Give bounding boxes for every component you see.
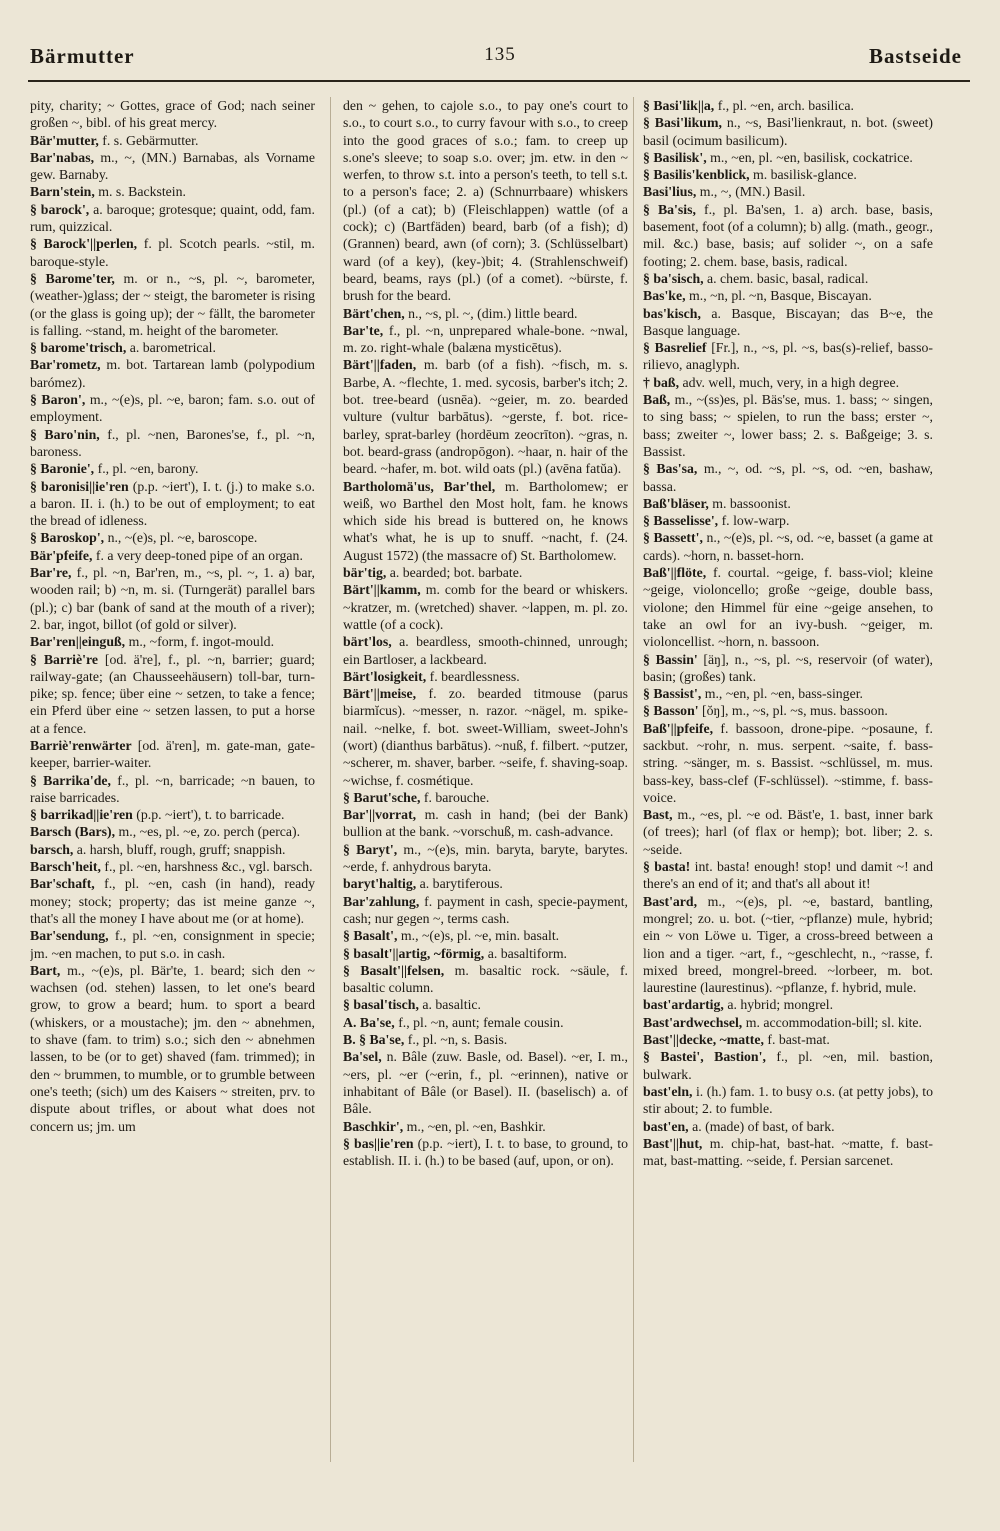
entry-definition: m. basaltic rock. ~säule, f. basaltic column. xyxy=(343,962,628,996)
entry-definition: den ~ gehen, to cajole s.o., to pay one's court to s.o., to court s.o., to curry favour with s.o., to creep into the good graces of s.o.; fam. to creep up s.one's sleeve; to soap s.o. over; jm. etw. in den ~ werfen, to throw s.t. into a person's teeth, to tell s.t. to a person's face; 2. a) (Schnurrbaare) whiskers (pl.) (of a cat); b) (Fleischlappen) wattle (of a cock); c) (Bartfäden) beard, barb (of a fish); d) (Grannen) beard, awn (of corn); 3. (Schlüsselbart) ward (of a key), (key-)bit; 4. (Strahlenschweif) beard, beams, rays (pl.) (of a comet). ~bürste, f. brush for the beard. xyxy=(343,98,628,304)
entry-headword: Basi'lius, xyxy=(643,184,697,200)
entry-headword: § Barriè're xyxy=(30,651,98,667)
entry-headword: § Barock'||perlen, xyxy=(30,236,138,252)
entry-definition: f., pl. Ba'sen, 1. a) arch. base, basis, basement, foot (of a column); b) allg. (math., geogr., mil. &c.) base, basis; auf solider ~, on a safe footing; 2. chem. base, basis, radical. xyxy=(643,201,933,269)
entry-definition: a. barometrical. xyxy=(129,340,216,356)
dictionary-entry xyxy=(30,235,315,270)
entry-definition: m., ~n, pl. ~n, Basque, Biscayan. xyxy=(689,288,872,304)
entry-headword: § barome'trisch, xyxy=(30,340,127,356)
entry-definition: f., pl. ~n, s. Basis. xyxy=(407,1032,508,1048)
entry-definition: m., ~(e)s, min. baryta, baryte, barytes. ~erde, f. anhydrous baryta. xyxy=(343,841,628,875)
entry-definition: m. or n., ~s, pl. ~, barometer, (weather-)glass; der ~ steigt, the barometer is rising (or the glass is going up); der ~ fällt, the barometer is falling. ~stand, m. height of the barometer. xyxy=(30,270,315,338)
column-divider xyxy=(330,97,331,1462)
entry-headword: Bärt'||kamm, xyxy=(343,582,421,598)
dictionary-entry xyxy=(30,823,315,840)
entry-headword: Bar'ren||einguß, xyxy=(30,634,126,650)
entry-definition: [äŋ], n., ~s, pl. ~s, reservoir (of water), basin; (großes) tank. xyxy=(643,651,933,684)
dictionary-entry xyxy=(343,581,628,633)
entry-headword: § Bastei', Bastion', xyxy=(643,1049,766,1065)
entry-definition: [Fr.], n., ~s, pl. ~s, bas(s)-relief, basso-rilievo, anaglyph. xyxy=(643,340,933,373)
entry-headword: § Baron', xyxy=(30,392,86,408)
entry-definition: m. barb (of a fish). ~fisch, m. s. Barbe, A. ~flechte, 1. med. sycosis, barber's itch; 2. bot. tree-beard (usnēa). ~geier, m. zo. bearded vulture (vultur barbātus). ~gerste, f. bot. rice-barley, sprat-barley (hordēum zeocrīton). ~gras, n. bot. beard-grass (andropōgon). ~haar, n. hair of the beard. ~hafer, m. bot. wild oats (pl.) (avēna fatŭa). xyxy=(343,357,628,477)
entry-definition: a. baroque; grotesque; quaint, odd, fam. rum, quizzical. xyxy=(30,201,315,235)
entry-definition: m., ~form, f. ingot-mould. xyxy=(128,634,275,650)
entry-definition: n., ~s, pl. ~, (dim.) little beard. xyxy=(408,305,578,321)
entry-headword: Ba'sel, xyxy=(343,1049,382,1065)
entry-headword: Baß'bläser, xyxy=(643,495,709,511)
dictionary-entry xyxy=(643,858,933,893)
entry-definition: m., ~, (MN.) Barnabas, als Vorname gew. Barnaby. xyxy=(30,149,315,183)
entry-headword: § Bassist', xyxy=(643,686,702,702)
entry-headword: Bartholomä'us, Bar'thel, xyxy=(343,478,496,494)
dictionary-entry xyxy=(30,875,315,927)
dictionary-entry xyxy=(343,1014,628,1031)
dictionary-entry xyxy=(30,391,315,426)
dictionary-entry xyxy=(343,789,628,806)
dictionary-entry xyxy=(343,962,628,997)
entry-definition: a. hybrid; mongrel. xyxy=(727,997,834,1013)
dictionary-entry xyxy=(643,1031,933,1048)
column-right xyxy=(643,97,933,1477)
dictionary-entry xyxy=(643,1048,933,1083)
entry-definition: m. basilisk-glance. xyxy=(753,167,857,183)
entry-definition: m. comb for the beard or whiskers. ~kratzer, m. (wretched) shaver. ~lappen, m. pl. zo. wattle (of a cock). xyxy=(343,582,628,632)
dictionary-entry xyxy=(643,201,933,270)
dictionary-entry xyxy=(343,1135,628,1170)
entry-definition: i. (h.) fam. 1. to busy o.s. (at petty jobs), to stir about; 2. to fumble. xyxy=(643,1083,933,1117)
entry-headword: § Basrelief xyxy=(643,340,707,356)
entry-headword: § Baronie', xyxy=(30,461,95,477)
entry-definition: [od. ä'ren], m. gate-man, gate-keeper, barrier-waiter. xyxy=(30,737,315,771)
entry-headword: § Barut'sche, xyxy=(343,789,421,805)
dictionary-entry xyxy=(643,720,933,806)
dictionary-entry xyxy=(643,651,933,686)
dictionary-entry xyxy=(643,564,933,650)
dictionary-entry xyxy=(30,97,315,132)
entry-definition: f., pl. ~nen, Barones'se, f., pl. ~n, baroness. xyxy=(30,426,315,459)
dictionary-entry xyxy=(643,270,933,287)
entry-headword: § Basi'lik||a, xyxy=(643,98,715,113)
entry-definition: m., ~en, pl. ~en, bass-singer. xyxy=(704,686,863,702)
entry-definition: a. beardless, smooth-chinned, unrough; ein Bartloser, a lackbeard. xyxy=(343,634,628,667)
dictionary-entry xyxy=(643,1118,933,1135)
entry-definition: f. bast-mat. xyxy=(767,1032,830,1048)
dictionary-entry xyxy=(343,927,628,944)
entry-definition: a. barytiferous. xyxy=(419,876,503,892)
entry-definition: m., ~en, pl. ~en, Bashkir. xyxy=(406,1118,546,1134)
running-head-right: Bastseide xyxy=(869,44,962,68)
entry-definition: m. accommodation-bill; sl. kite. xyxy=(745,1014,922,1030)
dictionary-entry xyxy=(643,529,933,564)
entry-headword: Bart, xyxy=(30,962,61,978)
dictionary-entry xyxy=(30,737,315,772)
entry-definition: pity, charity; ~ Gottes, grace of God; nach seiner großen ~, bibl. of his great mercy. xyxy=(30,98,315,131)
entry-headword: Bär'mutter, xyxy=(30,132,99,148)
entry-definition: a. basaltiform. xyxy=(487,945,568,961)
page-number: 135 xyxy=(484,44,516,65)
entry-headword: § Basalt'||felsen, xyxy=(343,962,445,978)
entry-definition: [ŏŋ], m., ~s, pl. ~s, mus. bassoon. xyxy=(702,703,888,719)
entry-headword: § basalt'||artig, ~förmig, xyxy=(343,945,485,961)
entry-headword: § barrikad||ie'ren xyxy=(30,807,133,823)
dictionary-entry xyxy=(30,529,315,546)
entry-definition: m., ~(e)s, pl. Bär'te, 1. beard; sich den ~ wachsen (od. stehen) lassen, to let one's beard grow, to grow a beard; hum. to sport a beard (whiskers, or a moustache); jm. den ~ abnehmen, to shave (fam. to trim) s.o.; sich den ~ abnehmen lassen, to be (or to get) shaved (fam. trimmed); in den ~ brummen, to mumble, or to grumble between one's teeth; (sich) um des Kaisers ~ streiten, prv. to dispute about trifles, or about what does not concern us; jm. um xyxy=(30,962,315,1134)
entry-headword: § baronisi||ie'ren xyxy=(30,478,129,494)
entry-headword: bast'en, xyxy=(643,1118,689,1134)
entry-definition: f., pl. ~n, barricade; ~n bauen, to raise barricades. xyxy=(30,772,315,805)
entry-definition: f. a very deep-toned pipe of an organ. xyxy=(95,547,303,563)
dictionary-entry xyxy=(643,495,933,512)
entry-headword: A. Ba'se, xyxy=(343,1014,395,1030)
entry-definition: m., ~, od. ~s, pl. ~s, od. ~en, bashaw, bassa. xyxy=(643,461,933,494)
dictionary-entry xyxy=(30,547,315,564)
dictionary-entry xyxy=(30,927,315,962)
entry-headword: bärt'los, xyxy=(343,634,392,650)
dictionary-entry xyxy=(343,893,628,928)
dictionary-entry xyxy=(343,356,628,477)
entry-definition: n., ~s, Basi'lienkraut, n. bot. (sweet) basil (ocimum basilicum). xyxy=(643,115,933,148)
column-middle xyxy=(343,97,628,1477)
entry-definition: (p.p. ~iert'), I. t. (j.) to make s.o. a baron. II. i. (h.) to be out of employment; to eat the bread of idleness. xyxy=(30,478,315,529)
header-rule xyxy=(28,80,970,82)
entry-headword: § basal'tisch, xyxy=(343,997,419,1013)
dictionary-entry xyxy=(343,633,628,668)
entry-headword: Bast'ardwechsel, xyxy=(643,1014,743,1030)
entry-headword: Bast'||decke, ~matte, xyxy=(643,1032,764,1048)
entry-definition: m., ~, (MN.) Basil. xyxy=(699,184,806,200)
entry-definition: m., ~(e)s, pl. ~e, min. basalt. xyxy=(400,928,560,944)
entry-definition: f. low-warp. xyxy=(721,513,790,529)
entry-headword: Bärt'chen, xyxy=(343,305,405,321)
dictionary-entry xyxy=(643,996,933,1013)
entry-headword: § Bassin' xyxy=(643,651,698,667)
entry-headword: Barriè'renwärter xyxy=(30,737,132,753)
dictionary-entry xyxy=(30,633,315,650)
entry-definition: m., ~es, pl. ~e od. Bäst'e, 1. bast, inner bark (of trees); harl (of flax or hemp); bot. liber; 2. s. ~seide. xyxy=(643,807,933,857)
entry-headword: barsch, xyxy=(30,841,74,857)
dictionary-entry xyxy=(343,996,628,1013)
entry-headword: § Basson' xyxy=(643,703,699,719)
entry-headword: § basta! xyxy=(643,859,691,875)
dictionary-entry xyxy=(343,564,628,581)
entry-headword: Baschkir', xyxy=(343,1118,404,1134)
entry-headword: † baß, xyxy=(643,374,680,390)
dictionary-entry xyxy=(343,685,628,789)
entry-definition: [od. ä're], f., pl. ~n, barrier; guard; railway-gate; (an Chausseehäusern) toll-bar, turn-pike; sp. fence; über eine ~ setzen, to take a fence; ein Pferd über eine ~ setzen lassen, to put a horse at a fence. xyxy=(30,651,315,736)
entry-headword: Baß'||flöte, xyxy=(643,565,707,581)
entry-definition: m. Bartholomew; er weiß, wo Barthel den Most holt, fam. he knows which side his bread is buttered on, he knows what's what, he is up to snuff. ~nacht, f. (24. August 1572) (the massacre of) St. Bartholomew. xyxy=(343,478,628,563)
entry-definition: m. bot. Tartarean lamb (polypodium barómez). xyxy=(30,357,315,390)
entry-definition: f., pl. ~en, harshness &c., vgl. barsch. xyxy=(104,859,313,875)
dictionary-entry xyxy=(30,460,315,477)
entry-definition: a. chem. basic, basal, radical. xyxy=(707,270,869,286)
entry-headword: bast'ardartig, xyxy=(643,997,724,1013)
dictionary-entry xyxy=(30,201,315,236)
dictionary-entry xyxy=(30,962,315,1135)
entry-definition: n., ~(e)s, pl. ~e, baroscope. xyxy=(107,530,258,546)
dictionary-entry xyxy=(30,426,315,461)
entry-definition: (p.p. ~iert), I. t. to base, to ground, to establish. II. i. (h.) to be based (auf, upon, or on). xyxy=(343,1135,628,1169)
entry-definition: m., ~(e)s, pl. ~e, bastard, bantling, mongrel; zo. u. bot. (~tier, ~pflanze) mule, hybrid; ein ~ von Löwe u. Tiger, a cross-breed between a lion and a tiger. ~art, f., ~geschlecht, n., ~rasse, f. mixed breed, mongrel-breed. ~lorbeer, m. bot. laurestine (laurestinus). ~pflanze, f. hybrid, mule. xyxy=(643,893,933,996)
dictionary-entry xyxy=(343,305,628,322)
dictionary-entry xyxy=(643,460,933,495)
entry-definition: a. harsh, bluff, rough, gruff; snappish. xyxy=(76,841,286,857)
column-left xyxy=(30,97,315,1477)
dictionary-entry xyxy=(643,305,933,340)
dictionary-entry xyxy=(30,149,315,184)
entry-definition: f. courtal. ~geige, f. bass-viol; kleine ~geige, violoncello; große ~geige, double bass, violone; den Himmel für eine ~geige ansehen, to take an owl for an ivy-bush. ~geiger, m. violoncellist. ~horn, n. bassoon. xyxy=(643,565,933,650)
entry-headword: Bärt'losigkeit, xyxy=(343,668,427,684)
entry-headword: § Basilis'kenblick, xyxy=(643,167,750,183)
dictionary-entry xyxy=(643,702,933,719)
entry-headword: § Barrika'de, xyxy=(30,772,111,788)
entry-headword: § Basilisk', xyxy=(643,149,707,165)
entry-definition: m., ~(ss)es, pl. Bäs'se, mus. 1. bass; ~ singen, to sing bass; ~ spielen, to run the bass; erster ~, bass; zweiter ~, lower bass; 2. s. Baßgeige; 3. s. Bassist. xyxy=(643,392,933,459)
dictionary-entry xyxy=(643,1083,933,1118)
dictionary-entry xyxy=(343,1048,628,1117)
entry-definition: f., pl. ~n, Bar'ren, m., ~s, pl. ~, 1. a) bar, wooden rail; b) ~n, m. si. (Turngerät) parallel bars (pl.); c) bar (bank of sand at the mouth of a river); 2. bar, ingot, billot (of gold or silver). xyxy=(30,565,315,632)
entry-headword: bast'eln, xyxy=(643,1083,693,1099)
entry-headword: Bär'pfeife, xyxy=(30,547,93,563)
entry-headword: § Ba'sis, xyxy=(643,201,696,217)
entry-headword: Barsch'heit, xyxy=(30,859,101,875)
entry-headword: Baß'||pfeife, xyxy=(643,720,714,736)
dictionary-entry xyxy=(30,806,315,823)
entry-definition: f., pl. ~en, mil. bastion, bulwark. xyxy=(643,1049,933,1082)
entry-definition: f., pl. ~en, cash (in hand), ready money; stock; property; das ist meine ganze ~, that's all the money I have about me (or at home). xyxy=(30,876,315,926)
entry-definition: n. Bâle (zuw. Basle, od. Basel). ~er, I. m., ~ers, pl. ~er (~erin, f., pl. ~erinnen), native or inhabitant of Bâle (or Basel). II. (baselisch) a. of Bâle. xyxy=(343,1049,628,1117)
running-head-left: Bärmutter xyxy=(30,44,135,68)
dictionary-entry xyxy=(343,1031,628,1048)
entry-headword: § Bassett', xyxy=(643,530,703,546)
dictionary-entry xyxy=(343,806,628,841)
entry-headword: Barsch (Bars), xyxy=(30,824,116,840)
dictionary-entry xyxy=(643,806,933,858)
entry-headword: Bar'schaft, xyxy=(30,876,95,892)
entry-headword: § Baro'nin, xyxy=(30,426,100,442)
entry-headword: Bar'||vorrat, xyxy=(343,807,417,823)
dictionary-entry xyxy=(30,564,315,633)
entry-headword: § Basselisse', xyxy=(643,513,719,529)
entry-definition: m., ~(e)s, pl. ~e, baron; fam. s.o. out of employment. xyxy=(30,392,315,425)
entry-definition: f. barouche. xyxy=(423,789,490,805)
dictionary-entry xyxy=(643,114,933,149)
entry-headword: Bar'sendung, xyxy=(30,928,109,944)
dictionary-entry xyxy=(30,651,315,737)
dictionary-entry xyxy=(343,945,628,962)
dictionary-entry xyxy=(30,270,315,339)
entry-definition: m. chip-hat, bast-hat. ~matte, f. bast-mat, bast-matting. ~seide, f. Persian sarcenet. xyxy=(643,1135,933,1169)
dictionary-entry xyxy=(343,875,628,892)
entry-definition: (p.p. ~iert'), t. to barricade. xyxy=(136,807,285,823)
entry-headword: Baß, xyxy=(643,392,671,408)
entry-definition: a. bearded; bot. barbate. xyxy=(389,565,523,581)
entry-headword: § Baryt', xyxy=(343,841,398,857)
entry-headword: § barock', xyxy=(30,201,90,217)
dictionary-entry xyxy=(30,841,315,858)
dictionary-entry xyxy=(343,97,628,305)
dictionary-entry xyxy=(343,1118,628,1135)
entry-definition: f. pl. Scotch pearls. ~stil, m. baroque-style. xyxy=(30,236,315,269)
dictionary-entry xyxy=(30,356,315,391)
entry-headword: § bas||ie'ren xyxy=(343,1135,414,1151)
entry-definition: f., pl. ~n, unprepared whale-bone. ~nwal, m. zo. right-whale (balæna mysticētus). xyxy=(343,322,628,356)
dictionary-entry xyxy=(343,668,628,685)
entry-headword: Bast'ard, xyxy=(643,893,698,909)
entry-definition: f. s. Gebärmutter. xyxy=(102,132,199,148)
entry-headword: § Baroskop', xyxy=(30,530,105,546)
entry-headword: § Bas'sa, xyxy=(643,461,698,477)
entry-definition: n., ~(e)s, pl. ~s, od. ~e, basset (a game at cards). ~horn, n. basset-horn. xyxy=(643,530,933,563)
dictionary-entry xyxy=(30,772,315,807)
entry-definition: int. basta! enough! stop! und damit ~! and there's an end of it; and that's all about it! xyxy=(643,859,933,892)
entry-definition: m. bassoonist. xyxy=(712,495,791,511)
entry-headword: Bar'rometz, xyxy=(30,357,101,373)
dictionary-entry xyxy=(643,685,933,702)
entry-headword: Bar'nabas, xyxy=(30,149,95,165)
dictionary-entry xyxy=(643,374,933,391)
entry-definition: f. payment in cash, specie-payment, cash; nur gegen ~, terms cash. xyxy=(343,893,628,926)
dictionary-entry xyxy=(30,339,315,356)
entry-headword: bär'tig, xyxy=(343,565,387,581)
dictionary-entry xyxy=(343,841,628,876)
entry-headword: Bärt'||meise, xyxy=(343,686,417,702)
entry-definition: m. s. Backstein. xyxy=(98,184,186,200)
entry-headword: B. § Ba'se, xyxy=(343,1032,405,1048)
dictionary-entry xyxy=(343,322,628,357)
dictionary-entry xyxy=(643,183,933,200)
entry-definition: a. (made) of bast, of bark. xyxy=(692,1118,835,1134)
entry-definition: m. cash in hand; (bei der Bank) bullion at the bank. ~vorschuß, m. cash-advance. xyxy=(343,807,628,840)
entry-headword: § Barome'ter, xyxy=(30,270,115,286)
dictionary-entry xyxy=(643,287,933,304)
dictionary-entry xyxy=(643,1014,933,1031)
dictionary-entry xyxy=(30,183,315,200)
dictionary-entry xyxy=(643,391,933,460)
entry-headword: baryt'haltig, xyxy=(343,876,417,892)
entry-headword: Bar're, xyxy=(30,565,72,581)
entry-definition: m., ~es, pl. ~e, zo. perch (perca). xyxy=(118,824,301,840)
dictionary-entry xyxy=(343,478,628,564)
entry-definition: f., pl. ~en, consignment in specie; jm. ~en machen, to put s.o. in cash. xyxy=(30,928,315,961)
entry-definition: adv. well, much, very, in a high degree. xyxy=(682,374,900,390)
entry-headword: Bast'||hut, xyxy=(643,1135,703,1151)
dictionary-entry xyxy=(643,512,933,529)
entry-headword: Bast, xyxy=(643,807,673,823)
dictionary-entry xyxy=(30,132,315,149)
entry-definition: f., pl. ~n, aunt; female cousin. xyxy=(398,1014,564,1030)
entry-headword: § ba'sisch, xyxy=(643,270,704,286)
column-divider xyxy=(633,97,634,1462)
dictionary-entry xyxy=(30,858,315,875)
dictionary-entry xyxy=(643,1135,933,1170)
entry-headword: Bar'te, xyxy=(343,322,384,338)
dictionary-entry xyxy=(643,339,933,374)
dictionary-entry xyxy=(30,478,315,530)
entry-headword: Bärt'||faden, xyxy=(343,357,417,373)
entry-definition: a. basaltic. xyxy=(422,997,481,1013)
entry-headword: § Basalt', xyxy=(343,928,398,944)
entry-headword: bas'kisch, xyxy=(643,305,701,321)
entry-headword: Barn'stein, xyxy=(30,184,95,200)
entry-headword: Bas'ke, xyxy=(643,288,686,304)
entry-headword: § Basi'likum, xyxy=(643,115,722,131)
entry-definition: m., ~en, pl. ~en, basilisk, cockatrice. xyxy=(710,149,913,165)
dictionary-entry xyxy=(643,893,933,997)
dictionary-entry xyxy=(643,97,933,114)
entry-definition: f., pl. ~en, barony. xyxy=(97,461,199,477)
entry-definition: a. Basque, Biscayan; das B~e, the Basque language. xyxy=(643,305,933,338)
dictionary-entry xyxy=(643,166,933,183)
entry-definition: f. bassoon, drone-pipe. ~posaune, f. sackbut. ~rohr, n. mus. serpent. ~saite, f. bass-string. ~sänger, m. s. Bassist. ~schlüssel, m. mus. bass-key, bass-clef (F-schlüssel). ~stimme, f. bass-voice. xyxy=(643,720,933,805)
entry-definition: f., pl. ~en, arch. basilica. xyxy=(717,98,854,113)
entry-headword: Bar'zahlung, xyxy=(343,893,420,909)
entry-definition: f. zo. bearded titmouse (parus biarmĭcus). ~messer, n. razor. ~nägel, m. spike-nail. ~nelke, f. bot. sweet-William, sweet-John's (wort) (dianthus barbātus). ~nuß, f. filbert. ~putzer, ~scherer, m. shaver, barber. ~seife, f. shaving-soap. ~wichse, f. cosmétique. xyxy=(343,686,628,788)
dictionary-entry xyxy=(643,149,933,166)
entry-definition: f. beardlessness. xyxy=(429,668,520,684)
